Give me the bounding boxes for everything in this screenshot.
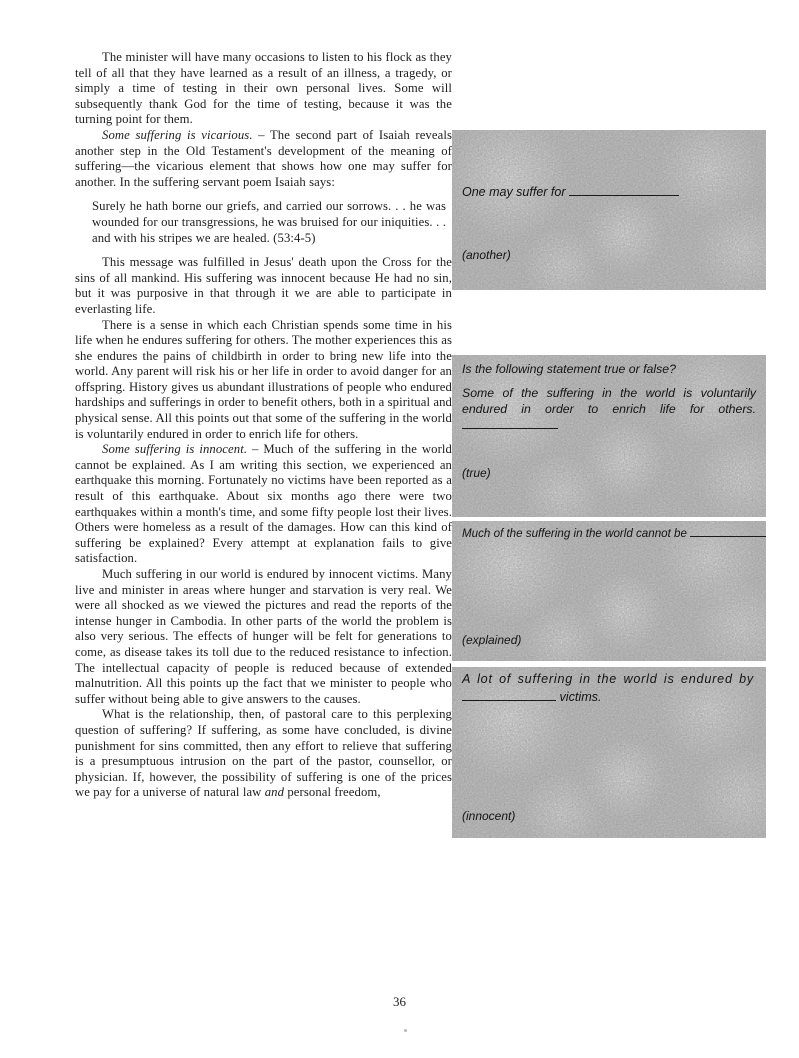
paragraph: Much suffering in our world is endured by innocent victims. Many live and minister in areas where hunger and starvation is very real. We were all shocked as we viewed the pictures and read the reports of the intense hunger in Cambodia. In other parts of the world the problem is also very serious. The effects of hunger will be felt for generations to come, as disease takes its toll due to the reduced resistance to infection. The intellectual capacity of people is reduced because of extended malnutrition. All this points up the fact that we minister to people who suffer without being able to give answers to the causes. [75,567,452,706]
statement-line [462,385,756,433]
scripture-quote: Surely he hath borne our griefs, and carried our sorrows. . . he was wounded for our transgressions, he was bruised for our iniquities. . . and with his stripes we are healed. (53:4-5) [92,199,446,245]
scan-noise-texture [452,355,766,517]
scan-speck [404,1029,407,1032]
paragraph: Some suffering is vicarious. – The second part of Isaiah reveals another step in the Old Testament's development of the meaning of suffering—the vicarious element that shows how one may suffer for another. In the suffering servant poem Isaiah says: [75,127,453,189]
question-text: Is the following statement true or false? [462,362,676,376]
question-box-explained [452,521,766,661]
question-line [462,185,756,199]
paragraph: There is a sense in which each Christian spends some time in his life when he endures suffering for others. The mother experiences this as she endures the pains of childbirth in order to bring new life into the world. Any parent will risk his or her life in order to avoid danger for an offspring. History gives us abundant illustrations of people who endured hardships and sufferings in order to benefit others, both in a spiritual and physical sense. All this points out that some of the suffering in the world is voluntarily endured in order to enrich life for others. [75,317,452,441]
answer-text: (explained) [462,633,522,647]
scan-noise-texture [452,130,766,290]
paragraph: The minister will have many occasions to listen to his flock as they tell of all that they have learned as a result of an illness, a tragedy, or simply a time of testing in their own personal lives. Some will subsequently thank God for the time of testing, because it was the turning point for them. [75,50,452,127]
question-box-vicarious [452,130,766,290]
answer-text: (another) [462,248,511,262]
paragraph: This message was fulfilled in Jesus' death upon the Cross for the sins of all mankind. His suffering was innocent because He had no sin, but it was purposive in that through it we are able to participate in everlasting life. [75,255,452,316]
answer-text: (true) [462,466,491,480]
question-suffix: victims. [559,690,602,704]
question-box-true-false [452,355,766,517]
paragraph: Some suffering is innocent. – Much of the suffering in the world cannot be explained. As I am writing this section, we experienced an earthquake this morning. Fortunately no victims have been reported as a result of this earthquake. About six months ago there were two earthquakes within a month's time, and some fifty people lost their lives. Others were homeless as a result of the damages. How can this kind of suffering be explained? Every attempt at explanation fails to give satisfaction. [75,442,452,566]
question-line [462,527,760,540]
answer-blank [462,426,558,429]
answer-text: (innocent) [462,809,516,823]
answer-blank [569,193,679,196]
answer-blank [462,698,556,701]
question-box-innocent [452,667,766,838]
statement-text: Some of the suffering in the world is voluntarily endured in order to enrich life for others. [462,386,756,416]
article-text-column [75,50,452,801]
question-text-line1: A lot of suffering in the world is endured by [462,672,754,686]
paragraph: What is the relationship, then, of pastoral care to this perplexing question of suffering? If suffering, as some have concluded, is divine punishment for sins committed, then any effort to relieve that suffering is a presumptuous intrusion on the part of the pastor, counsellor, or physician. If, however, the possibility of suffering is one of the prices we pay for a universe of natural law and personal freedom, [75,707,452,800]
page-number: 36 [393,994,406,1009]
question-text-line2 [462,690,756,704]
question-text: One may suffer for [462,185,566,199]
question-text: Much of the suffering in the world cannot be [462,527,687,540]
answer-blank [690,534,766,537]
